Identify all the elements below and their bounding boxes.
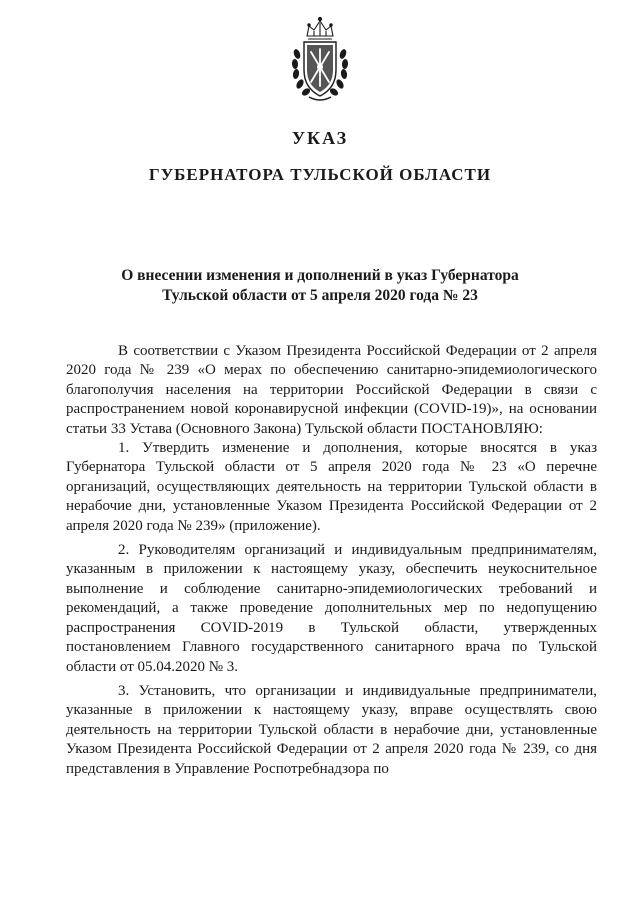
document-title xyxy=(80,266,560,306)
decree-heading: УКАЗ xyxy=(291,128,349,148)
document-body xyxy=(66,342,597,779)
decree-item-3: 3. Установить, что организации и индивидуальные предприниматели, указанные в приложении к настоящему указу, вправе осуществлять свою деятельность на территории Тульской области в нерабочие дни, установленные Указом Президента Российской Федерации от 2 апреля 2020 года № 239, со дня представления в Управление Роспотребнадзора по xyxy=(66,682,597,777)
document-title-line: О внесении изменения и дополнений в указ Губернатора xyxy=(121,267,519,284)
coat-of-arms-icon xyxy=(287,14,353,104)
decree-item-1: 1. Утвердить изменение и дополнения, которые вносятся в указ Губернатора Тульской области от 5 апреля 2020 года № 23 «О перечне организаций, осуществляющих деятельность на территории Тульской области в нерабочие дни, установленные Указом Президента Российской Федерации от 2 апреля 2020 года № 239» (приложение). xyxy=(66,440,597,534)
decree-item-2: 2. Руководителям организаций и индивидуальным предпринимателям, указанным в приложении к настоящему указу, обеспечить неукоснительное выполнение и соблюдение санитарно-эпидемиологических требований и рекомендаций, а также проведение дополнительных мер по недопущению распространения COVID-2019 в Тульской области, утвержденных постановлением Главного государственного санитарного врача по Тульской области от 05.04.2020 № 3. xyxy=(66,542,597,675)
issuer-heading: ГУБЕРНАТОРА ТУЛЬСКОЙ ОБЛАСТИ xyxy=(148,165,492,184)
document-title-line: Тульской области от 5 апреля 2020 года № 23 xyxy=(162,287,478,304)
preamble-paragraph: В соответствии с Указом Президента Российской Федерации от 2 апреля 2020 года № 239 «О мерах по обеспечению санитарно-эпидемиологического благополучия населения на территории Российской Федерации в связи с распространением новой коронавирусной инфекции (COVID-19)», на основании статьи 33 Устава (Основного Закона) Тульской области ПОСТАНОВЛЯЮ: xyxy=(66,343,597,437)
